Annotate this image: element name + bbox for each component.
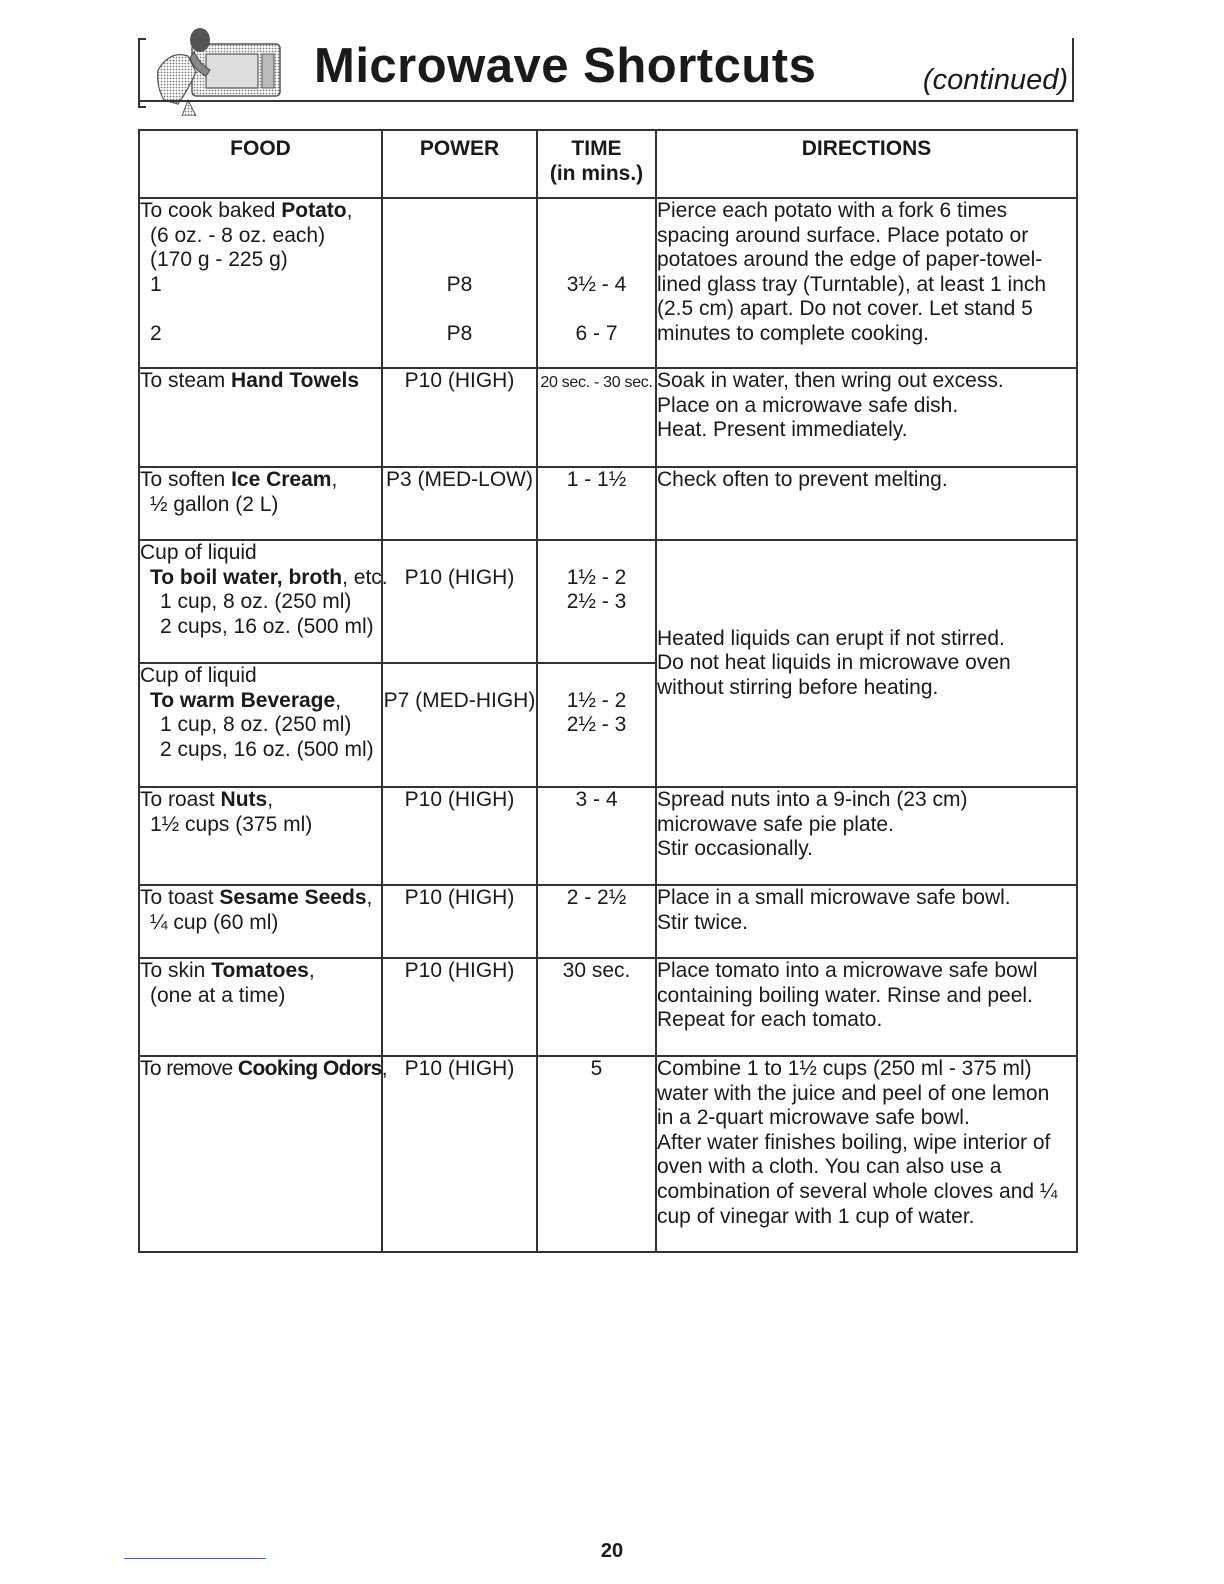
directions-cell: Pierce each potato with a fork 6 times spacing around surface. Place potato or potatoes around the edge of paper-towel- lined glass tray (Turntable), at least 1 inch (2.5 cm) apart. Do not cover. Let stand 5 minutes to complete cooking. <box>656 198 1077 368</box>
header-food: FOOD <box>139 130 382 198</box>
footer-line <box>124 1558 266 1559</box>
directions-cell: Soak in water, then wring out excess. Place on a microwave safe dish. Heat. Present immediately. <box>656 368 1077 467</box>
power-cell: P10 (HIGH) <box>382 540 537 663</box>
directions-cell: Place in a small microwave safe bowl. Stir twice. <box>656 885 1077 958</box>
power-cell: P8 P8 <box>382 198 537 368</box>
page-header <box>138 34 1076 104</box>
food-cell: To soften Ice Cream, ½ gallon (2 L) <box>139 467 382 540</box>
power-cell: P3 (MED-LOW) <box>382 467 537 540</box>
table-row-nuts <box>139 787 1077 885</box>
table-header-row <box>139 130 1077 198</box>
power-cell: P10 (HIGH) <box>382 787 537 885</box>
directions-cell: Check often to prevent melting. <box>656 467 1077 540</box>
time-cell: 20 sec. - 30 sec. <box>537 368 656 467</box>
power-cell: P10 (HIGH) <box>382 885 537 958</box>
directions-cell: Place tomato into a microwave safe bowl containing boiling water. Rinse and peel. Repeat for each tomato. <box>656 958 1077 1056</box>
table-row-potato <box>139 198 1077 368</box>
power-cell: P7 (MED-HIGH) <box>382 663 537 787</box>
food-cell: To roast Nuts, 1½ cups (375 ml) <box>139 787 382 885</box>
time-cell: 30 sec. <box>537 958 656 1056</box>
header-end-bar <box>1072 38 1074 102</box>
page-title: Microwave Shortcuts <box>314 39 817 93</box>
power-cell: P10 (HIGH) <box>382 1056 537 1252</box>
time-cell: 3½ - 4 6 - 7 <box>537 198 656 368</box>
food-cell: To steam Hand Towels <box>139 368 382 467</box>
directions-cell: Heated liquids can erupt if not stirred. Do not heat liquids in microwave oven without stirring before heating. <box>656 540 1077 787</box>
time-cell: 3 - 4 <box>537 787 656 885</box>
time-cell: 1½ - 2 2½ - 3 <box>537 540 656 663</box>
directions-cell: Spread nuts into a 9-inch (23 cm) microwave safe pie plate. Stir occasionally. <box>656 787 1077 885</box>
table-row-sesame-seeds <box>139 885 1077 958</box>
time-cell: 5 <box>537 1056 656 1252</box>
food-cell: To remove Cooking Odors, <box>139 1056 382 1252</box>
power-cell: P10 (HIGH) <box>382 958 537 1056</box>
power-cell: P10 (HIGH) <box>382 368 537 467</box>
time-cell: 1½ - 2 2½ - 3 <box>537 663 656 787</box>
page-subtitle: (continued) <box>922 64 1068 96</box>
time-cell: 2 - 2½ <box>537 885 656 958</box>
header-directions: DIRECTIONS <box>656 130 1077 198</box>
time-cell: 1 - 1½ <box>537 467 656 540</box>
shortcuts-table <box>138 129 1078 1253</box>
table-row-boil-water <box>139 540 1077 663</box>
directions-cell: Combine 1 to 1½ cups (250 ml - 375 ml) water with the juice and peel of one lemon in a 2-quart microwave safe bowl. After water finishes boiling, wipe interior of oven with a cloth. You can also use a combination of several whole cloves and ¼ cup of vinegar with 1 cup of water. <box>656 1056 1077 1252</box>
food-cell: Cup of liquid To boil water, broth, etc. 1 cup, 8 oz. (250 ml) 2 cups, 16 oz. (500 ml) <box>139 540 382 663</box>
table-row-ice-cream <box>139 467 1077 540</box>
table-row-cooking-odors <box>139 1056 1077 1252</box>
table-row-hand-towels <box>139 368 1077 467</box>
header-bracket <box>138 38 146 108</box>
food-cell: Cup of liquid To warm Beverage, 1 cup, 8 oz. (250 ml) 2 cups, 16 oz. (500 ml) <box>139 663 382 787</box>
table-row-tomatoes <box>139 958 1077 1056</box>
header-time: TIME (in mins.) <box>537 130 656 198</box>
food-cell: To toast Sesame Seeds, ¼ cup (60 ml) <box>139 885 382 958</box>
header-power: POWER <box>382 130 537 198</box>
header-rule <box>140 100 1074 102</box>
food-cell: To skin Tomatoes, (one at a time) <box>139 958 382 1056</box>
food-cell: To cook baked Potato, (6 oz. - 8 oz. each) (170 g - 225 g) 1 2 <box>139 198 382 368</box>
page-number: 20 <box>600 1540 624 1562</box>
